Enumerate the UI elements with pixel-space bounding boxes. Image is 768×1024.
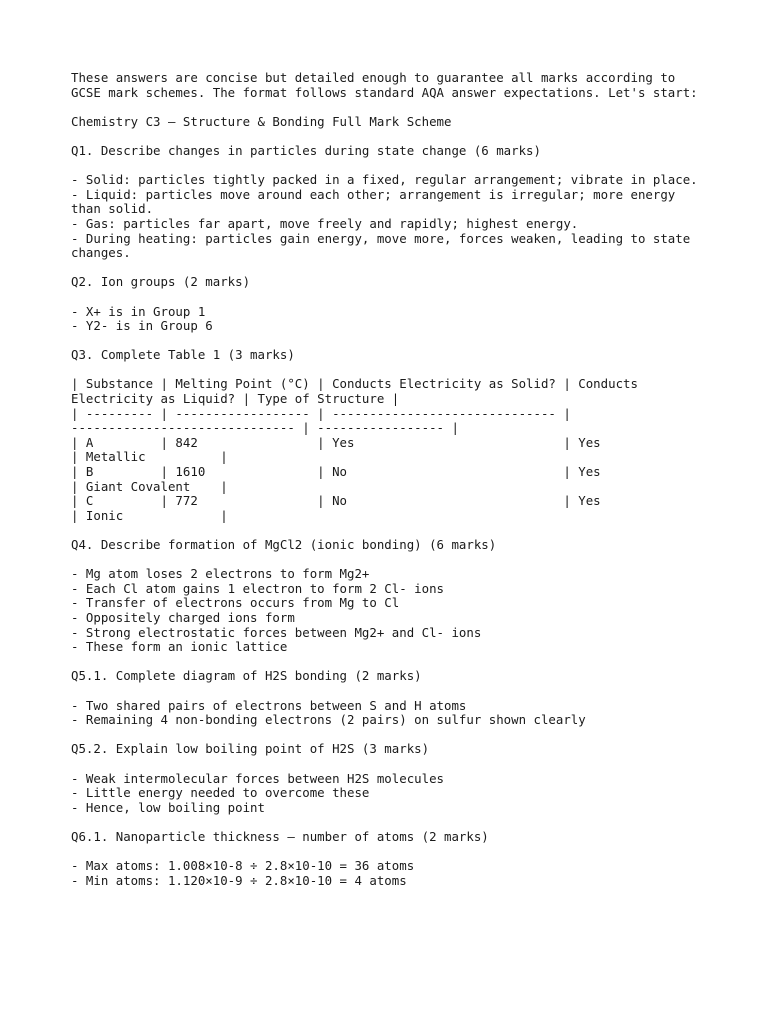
q1-heading: Q1. Describe changes in particles during state change (6 marks) [71,142,541,158]
table-line: | Giant Covalent | [71,478,228,494]
q6-1-answer-list [71,859,711,888]
document-page [71,71,711,903]
list-item: - Strong electrostatic forces between Mg2+ and Cl- ions [71,624,482,640]
q5-2-answer-list [71,772,711,816]
list-item: - These form an ionic lattice [71,639,288,655]
table-line: | A | 842 | Yes | Yes [71,434,601,450]
q5-1-answer-list [71,699,711,728]
table-line: | --------- | ------------------ | ------------------------------ | [71,405,571,421]
q1-answer-list [71,173,711,261]
q2-heading: Q2. Ion groups (2 marks) [71,274,251,290]
table-line: Electricity as Liquid? | Type of Structure | [71,391,400,407]
doc-title: Chemistry C3 – Structure & Bonding Full Mark Scheme [71,113,452,129]
q3-heading-block [71,348,711,363]
list-item: - Hence, low boiling point [71,799,265,815]
list-item: - Transfer of electrons occurs from Mg to Cl [71,595,400,611]
q2-heading-block [71,275,711,290]
q1-heading-block [71,144,711,159]
list-item: - Weak intermolecular forces between H2S molecules [71,770,444,786]
list-item: - During heating: particles gain energy, move more, forces weaken, leading to state changes. [71,230,698,261]
q4-heading-block [71,538,711,553]
table-line: | Substance | Melting Point (°C) | Conducts Electricity as Solid? | Conducts [71,376,638,392]
list-item: - Min atoms: 1.120×10-9 ÷ 2.8×10-10 = 4 atoms [71,872,407,888]
doc-title-block [71,115,711,130]
list-item: - Solid: particles tightly packed in a fixed, regular arrangement; vibrate in place. [71,172,698,188]
q6-1-heading: Q6.1. Nanoparticle thickness – number of atoms (2 marks) [71,828,489,844]
list-item: - X+ is in Group 1 [71,303,206,319]
q5-2-heading-block [71,742,711,757]
list-item: - Each Cl atom gains 1 electron to form 2 Cl- ions [71,580,444,596]
list-item: - Liquid: particles move around each other; arrangement is irregular; more energy than solid. [71,186,683,217]
list-item: - Two shared pairs of electrons between S and H atoms [71,697,467,713]
list-item: - Y2- is in Group 6 [71,318,213,334]
q5-1-heading-block [71,669,711,684]
table-line: | Ionic | [71,507,228,523]
list-item: - Gas: particles far apart, move freely and rapidly; highest energy. [71,215,579,231]
list-item: - Oppositely charged ions form [71,609,295,625]
table-line: | B | 1610 | No | Yes [71,464,601,480]
list-item: - Remaining 4 non-bonding electrons (2 pairs) on sulfur shown clearly [71,712,586,728]
q5-2-heading: Q5.2. Explain low boiling point of H2S (3 marks) [71,741,430,757]
q3-heading: Q3. Complete Table 1 (3 marks) [71,347,295,363]
q3-markdown-table [71,377,711,523]
table-line: ------------------------------ | ----------------- | [71,420,459,436]
q4-heading: Q4. Describe formation of MgCl2 (ionic bonding) (6 marks) [71,537,497,552]
q5-1-heading: Q5.1. Complete diagram of H2S bonding (2 marks) [71,668,422,684]
list-item: - Little energy needed to overcome these [71,785,370,801]
list-item: - Mg atom loses 2 electrons to form Mg2+ [71,566,370,582]
intro-paragraph [71,71,711,100]
list-item: - Max atoms: 1.008×10-8 ÷ 2.8×10-10 = 36 atoms [71,858,415,874]
intro-text: These answers are concise but detailed enough to guarantee all marks according to GCSE mark schemes. The format follows standard AQA answer expectations. Let's start: [71,70,698,100]
q4-answer-list [71,567,711,655]
q2-answer-list [71,305,711,334]
table-line: | C | 772 | No | Yes [71,493,601,509]
q6-1-heading-block [71,830,711,845]
table-line: | Metallic | [71,449,228,465]
